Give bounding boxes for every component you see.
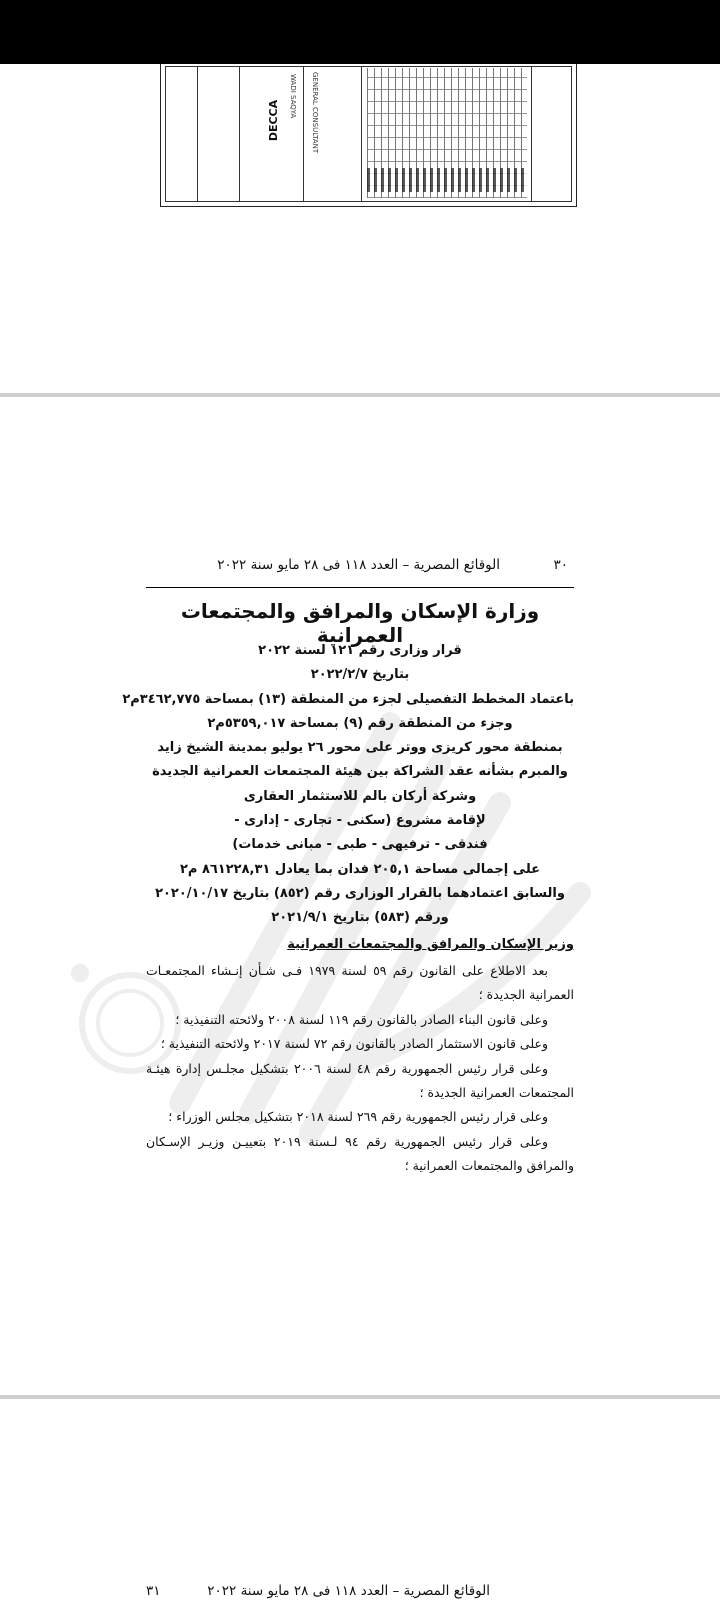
decree-line: بتاريخ ٢٠٢٢/٢/٧: [310, 667, 410, 683]
table-label: WADI SAQYA: [289, 74, 297, 119]
decree-line: بمنطقة محور كريزى ووتر على محور ٢٦ يوليو بمدينة الشيخ زايد: [157, 740, 563, 756]
page-number: ٣١: [146, 1583, 161, 1599]
decree-line: وشركة أركان بالم للاستثمار العقارى: [243, 788, 477, 804]
header-rule: [146, 587, 574, 588]
body-line: المجتمعات العمرانية الجديدة ؛: [419, 1084, 574, 1100]
status-bar: [0, 0, 720, 64]
body-line: وعلى قرار رئيس الجمهورية رقم ٩٤ لـسنة ٢٠١٩ بتعييـن وزيـر الإسـكان: [146, 1133, 548, 1149]
decree-line: فندقى - ترفيهى - طبى - مبانى خدمات): [232, 837, 488, 853]
decree-line: ورقم (٥٨٣) بتاريخ ٢٠٢١/٩/١: [271, 910, 449, 926]
decree-heading: [122, 639, 574, 931]
body-line: والمرافق والمجتمعات العمرانية ؛: [404, 1158, 574, 1174]
decree-line: لإقامة مشروع (سكنى - تجارى - إدارى -: [234, 813, 486, 829]
page-separator: [0, 393, 720, 397]
decree-line: باعتماد المخطط التفصيلى لجزء من المنطقة (١٣) بمساحة ٣٤٦٢,٧٧٥م٢: [122, 691, 574, 707]
next-page: [0, 1407, 720, 1600]
table-label: GENERAL CONSULTANT: [311, 72, 319, 154]
decree-line: قرار وزارى رقم ١٢١ لسنة ٢٠٢٢: [258, 643, 462, 658]
body-line: بعد الاطلاع على القانون رقم ٥٩ لسنة ١٩٧٩ فـى شـأن إنـشاء المجتمعـات: [146, 963, 549, 978]
gazette-title: الوقائع المصرية – العدد ١١٨ فى ٢٨ مايو سنة ٢٠٢٢: [217, 557, 500, 573]
decree-line: وجزء من المنطقة رقم (٩) بمساحة ٥٣٥٩,٠١٧م٢: [207, 715, 513, 731]
minister-heading: وزير الإسكان والمرافق والمجتمعات العمرانية: [287, 937, 574, 952]
ministry-title: وزارة الإسكان والمرافق والمجتمعات العمرانية: [180, 599, 540, 647]
body-line: وعلى قانون البناء الصادر بالقانون رقم ١١٩ لسنة ٢٠٠٨ ولائحته التنفيذية ؛: [175, 1011, 548, 1027]
rotated-scanned-table: [160, 64, 577, 207]
body-line: وعلى قرار رئيس الجمهورية رقم ٢٦٩ لسنة ٢٠١٨ بتشكيل مجلس الوزراء ؛: [168, 1109, 548, 1125]
gazette-page: [0, 403, 720, 1403]
decree-line: والسابق اعتمادهما بالقرار الوزارى رقم (٨٥٢) بتاريخ ٢٠٢٠/١٠/١٧: [155, 885, 565, 901]
decree-line: على إجمالى مساحة ٢٠٥,١ فدان بما يعادل ٨٦١٢٢٨,٣١ م٢: [179, 861, 541, 877]
page-number: ٣٠: [553, 557, 568, 573]
previous-page: [0, 64, 720, 399]
body-line: العمرانية الجديدة ؛: [478, 987, 574, 1003]
body-line: وعلى قرار رئيس الجمهورية رقم ٤٨ لسنة ٢٠٠٦ بتشكيل مجلـس إدارة هيئـة: [146, 1060, 548, 1076]
decree-body: [146, 959, 574, 1179]
page-separator: [0, 1395, 720, 1399]
decree-line: والمبرم بشأنه عقد الشراكة بين هيئة المجتمعات العمرانية الجديدة: [152, 764, 568, 780]
page-header: [146, 557, 574, 579]
consultant-logo: DECCA: [267, 99, 281, 142]
body-line: وعلى قانون الاستثمار الصادر بالقانون رقم ٧٢ لسنة ٢٠١٧ ولائحته التنفيذية ؛: [160, 1036, 548, 1052]
gazette-title: الوقائع المصرية – العدد ١١٨ فى ٢٨ مايو سنة ٢٠٢٢: [207, 1583, 490, 1599]
page-header: [146, 1583, 574, 1603]
